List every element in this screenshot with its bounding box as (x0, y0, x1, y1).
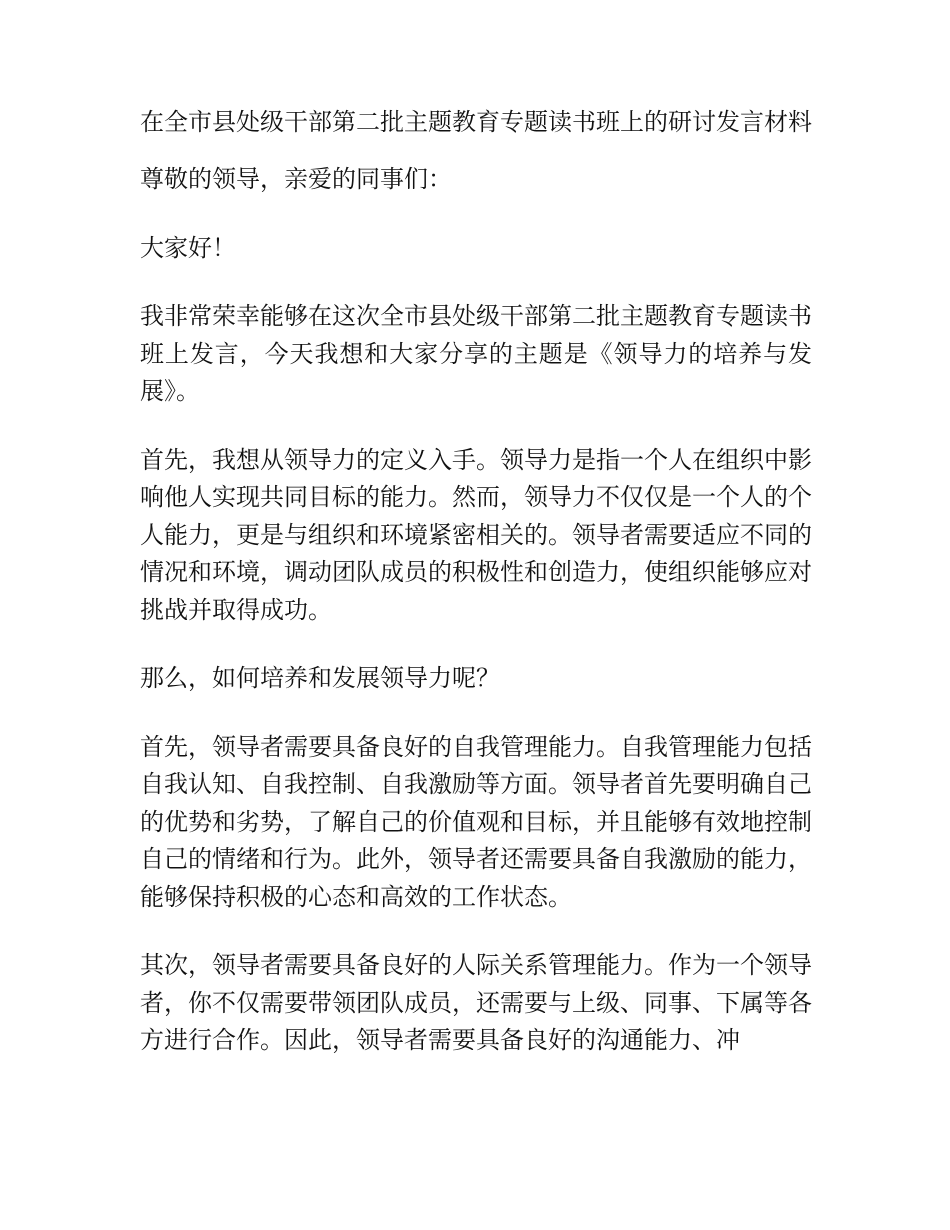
intro-paragraph: 我非常荣幸能够在这次全市县处级干部第二批主题教育专题读书班上发言，今天我想和大家分享的主题是《领导力的培养与发展》。 (140, 302, 812, 405)
relationship-management-paragraph: 其次，领导者需要具备良好的人际关系管理能力。作为一个领导者，你不仅需要带领团队成员，还需要与上级、同事、下属等各方进行合作。因此，领导者需要具备良好的沟通能力、冲 (140, 951, 812, 1054)
definition-paragraph: 首先，我想从领导力的定义入手。领导力是指一个人在组织中影响他人实现共同目标的能力。然而，领导力不仅仅是一个人的个人能力，更是与组织和环境紧密相关的。领导者需要适应不同的情况和环境，调动团队成员的积极性和创造力，使组织能够应对挑战并取得成功。 (140, 445, 812, 624)
document-page (140, 104, 812, 1091)
salutation-paragraph: 大家好！ (140, 233, 236, 262)
document-title: 在全市县处级干部第二批主题教育专题读书班上的研讨发言材料 (140, 108, 812, 136)
question-paragraph: 那么，如何培养和发展领导力呢？ (140, 664, 500, 692)
greeting-paragraph: 尊敬的领导，亲爱的同事们： (140, 165, 452, 193)
self-management-paragraph: 首先，领导者需要具备良好的自我管理能力。自我管理能力包括自我认知、自我控制、自我激励等方面。领导者首先要明确自己的优势和劣势，了解自己的价值观和目标，并且能够有效地控制自己的情绪和行为。此外，领导者还需要具备自我激励的能力，能够保持积极的心态和高效的工作状态。 (140, 732, 812, 911)
